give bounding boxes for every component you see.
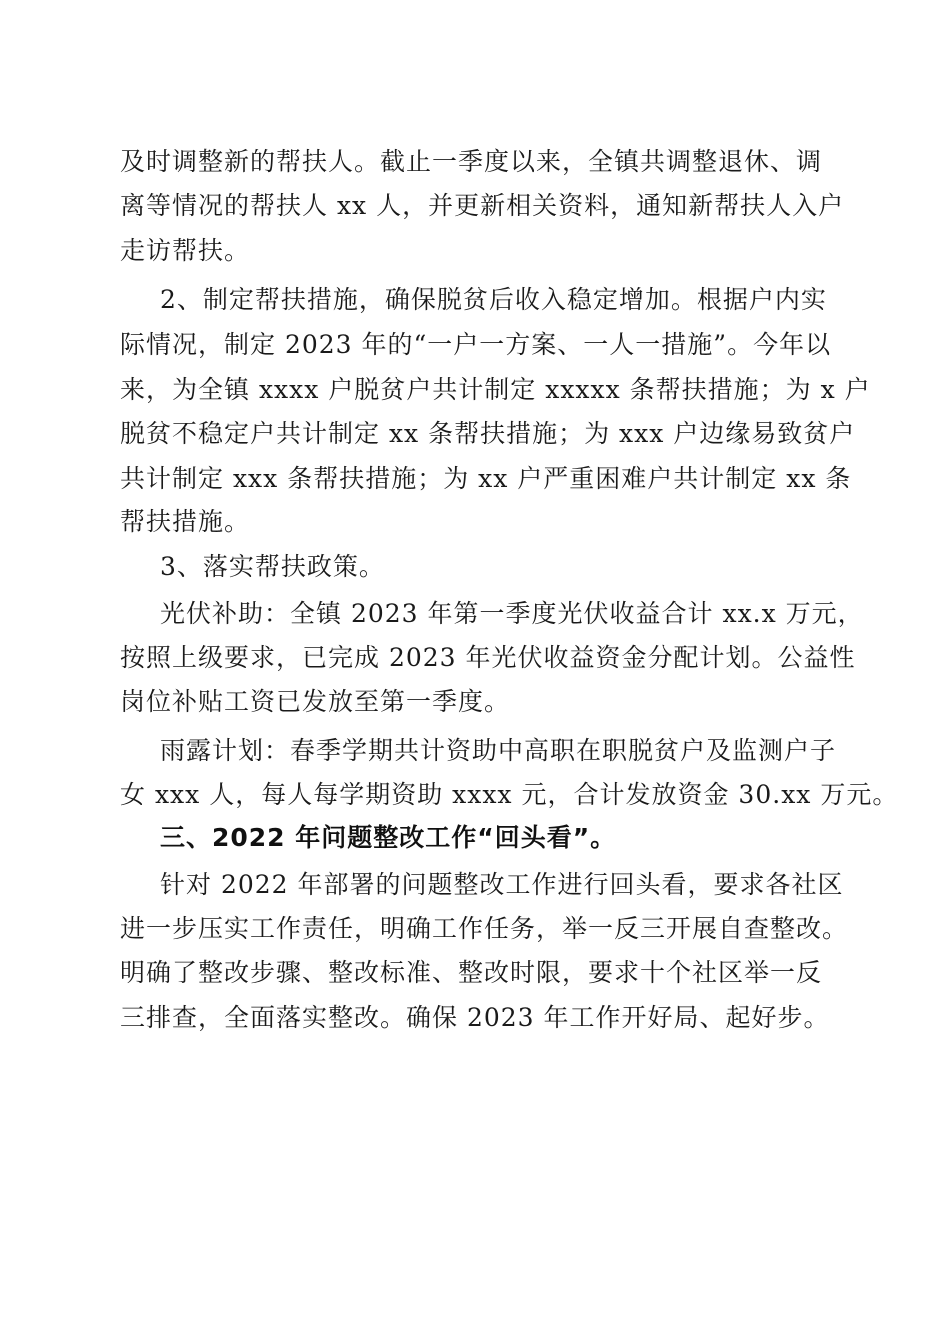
paragraph-line: 脱贫不稳定户共计制定 xx 条帮扶措施；为 xxx 户边缘易致贫户 bbox=[120, 419, 856, 448]
paragraph-line: 进一步压实工作责任，明确工作任务，举一反三开展自查整改。 bbox=[120, 914, 849, 943]
paragraph-line: 及时调整新的帮扶人。截止一季度以来，全镇共调整退休、调 bbox=[120, 147, 823, 176]
paragraph-line: 2、制定帮扶措施，确保脱贫后收入稳定增加。根据户内实 bbox=[160, 285, 827, 314]
section-heading: 三、2022 年问题整改工作“回头看”。 bbox=[160, 823, 617, 852]
paragraph-line: 针对 2022 年部署的问题整改工作进行回头看，要求各社区 bbox=[160, 870, 844, 899]
paragraph-line: 走访帮扶。 bbox=[120, 236, 251, 265]
paragraph-line: 雨露计划：春季学期共计资助中高职在职脱贫户及监测户子 bbox=[160, 736, 837, 765]
paragraph-line: 际情况，制定 2023 年的“一户一方案、一人一措施”。今年以 bbox=[120, 330, 832, 359]
paragraph-line: 离等情况的帮扶人 xx 人，并更新相关资料，通知新帮扶人入户 bbox=[120, 191, 845, 220]
paragraph-line: 帮扶措施。 bbox=[120, 507, 251, 536]
paragraph-line: 共计制定 xxx 条帮扶措施；为 xx 户严重困难户共计制定 xx 条 bbox=[120, 464, 852, 493]
paragraph-line: 女 xxx 人，每人每学期资助 xxxx 元，合计发放资金 30.xx 万元。 bbox=[120, 780, 899, 809]
paragraph-line: 岗位补贴工资已发放至第一季度。 bbox=[120, 687, 511, 716]
paragraph-line: 按照上级要求，已完成 2023 年光伏收益资金分配计划。公益性 bbox=[120, 643, 856, 672]
paragraph-line: 三排查，全面落实整改。确保 2023 年工作开好局、起好步。 bbox=[120, 1003, 830, 1032]
paragraph-line: 来，为全镇 xxxx 户脱贫户共计制定 xxxxx 条帮扶措施；为 x 户 bbox=[120, 375, 871, 404]
paragraph-line: 光伏补助：全镇 2023 年第一季度光伏收益合计 xx.x 万元， bbox=[160, 599, 864, 628]
paragraph-line: 3、落实帮扶政策。 bbox=[160, 552, 385, 581]
paragraph-line: 明确了整改步骤、整改标准、整改时限，要求十个社区举一反 bbox=[120, 958, 823, 987]
